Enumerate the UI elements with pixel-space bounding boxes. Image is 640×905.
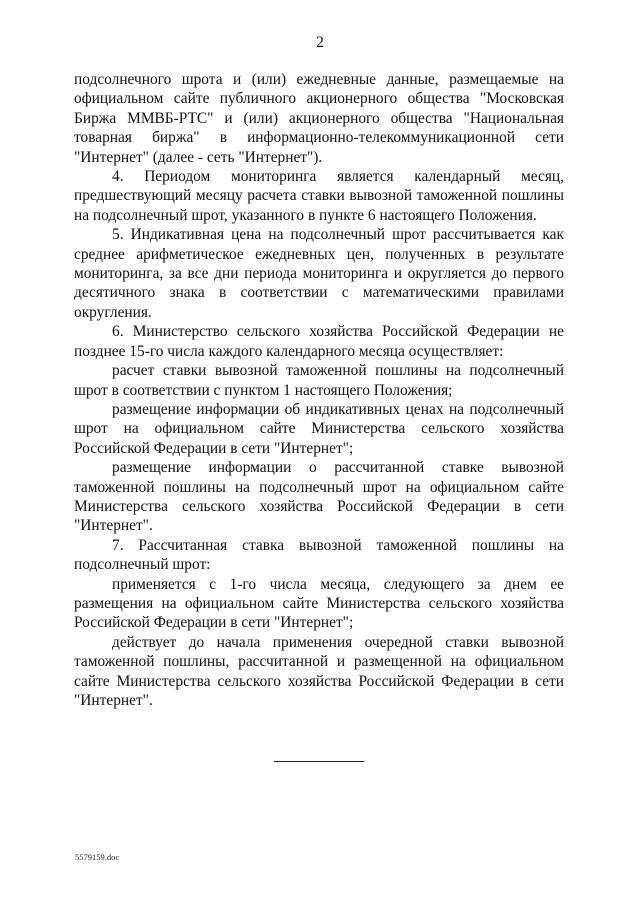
page-number: 2 <box>316 34 324 51</box>
paragraph-item-6-sub-1: расчет ставки вывозной таможенной пошлины на подсолнечный шрот в соответствии с пунктом 1 настоящего Положения; <box>74 362 564 399</box>
paragraph-item-7-sub-2: действует до начала применения очередной ставки вывозной таможенной пошлины, рассчитанной и размещенной на официальном сайте Министерства сельского хозяйства Российской Федерации в сети "Интернет". <box>74 633 564 709</box>
paragraph-item-4: 4. Периодом мониторинга является календарный месяц, предшествующий месяцу расчета ставки вывозной таможенной пошлины на подсолнечный шрот, указанного в пункте 6 настоящего Положения. <box>74 168 564 224</box>
paragraph-item-6: 6. Министерство сельского хозяйства Российской Федерации не позднее 15-го числа каждого календарного месяца осуществляет: <box>74 323 564 360</box>
footer-document-code: 5579159.doc <box>75 852 120 862</box>
paragraph-item-7-sub-1: применяется с 1-го числа месяца, следующего за днем ее размещения на официальном сайте Министерства сельского хозяйства Российской Федерации в сети "Интернет"; <box>74 575 564 632</box>
end-divider-line <box>274 761 364 762</box>
document-body <box>74 70 564 710</box>
paragraph-item-7: 7. Рассчитанная ставка вывозной таможенной пошлины на подсолнечный шрот: <box>74 536 564 574</box>
paragraph-item-5: 5. Индикативная цена на подсолнечный шрот рассчитывается как среднее арифметическое ежедневных цен, полученных в результате мониторинга, за все дни периода мониторинга и округляется до первого десятичного знака в соответствии с математическими правилами округления. <box>74 226 564 321</box>
paragraph-item-6-sub-3: размещение информации о рассчитанной ставке вывозной таможенной пошлины на подсолнечный шрот на официальном сайте Министерства сельского хозяйства Российской Федерации в сети "Интернет". <box>74 459 564 535</box>
paragraph-continuation: подсолнечного шрота и (или) ежедневные данные, размещаемые на официальном сайте публичного акционерного общества "Московская Биржа ММВБ-РТС" и (или) акционерного общества "Национальная товарная биржа" в информационно-телекоммуникационной сети "Интернет" (далее - сеть "Интернет"). <box>74 71 564 166</box>
paragraph-item-6-sub-2: размещение информации об индикативных ценах на подсолнечный шрот на официальном сайте Министерства сельского хозяйства Российской Федерации в сети "Интернет"; <box>74 400 564 457</box>
